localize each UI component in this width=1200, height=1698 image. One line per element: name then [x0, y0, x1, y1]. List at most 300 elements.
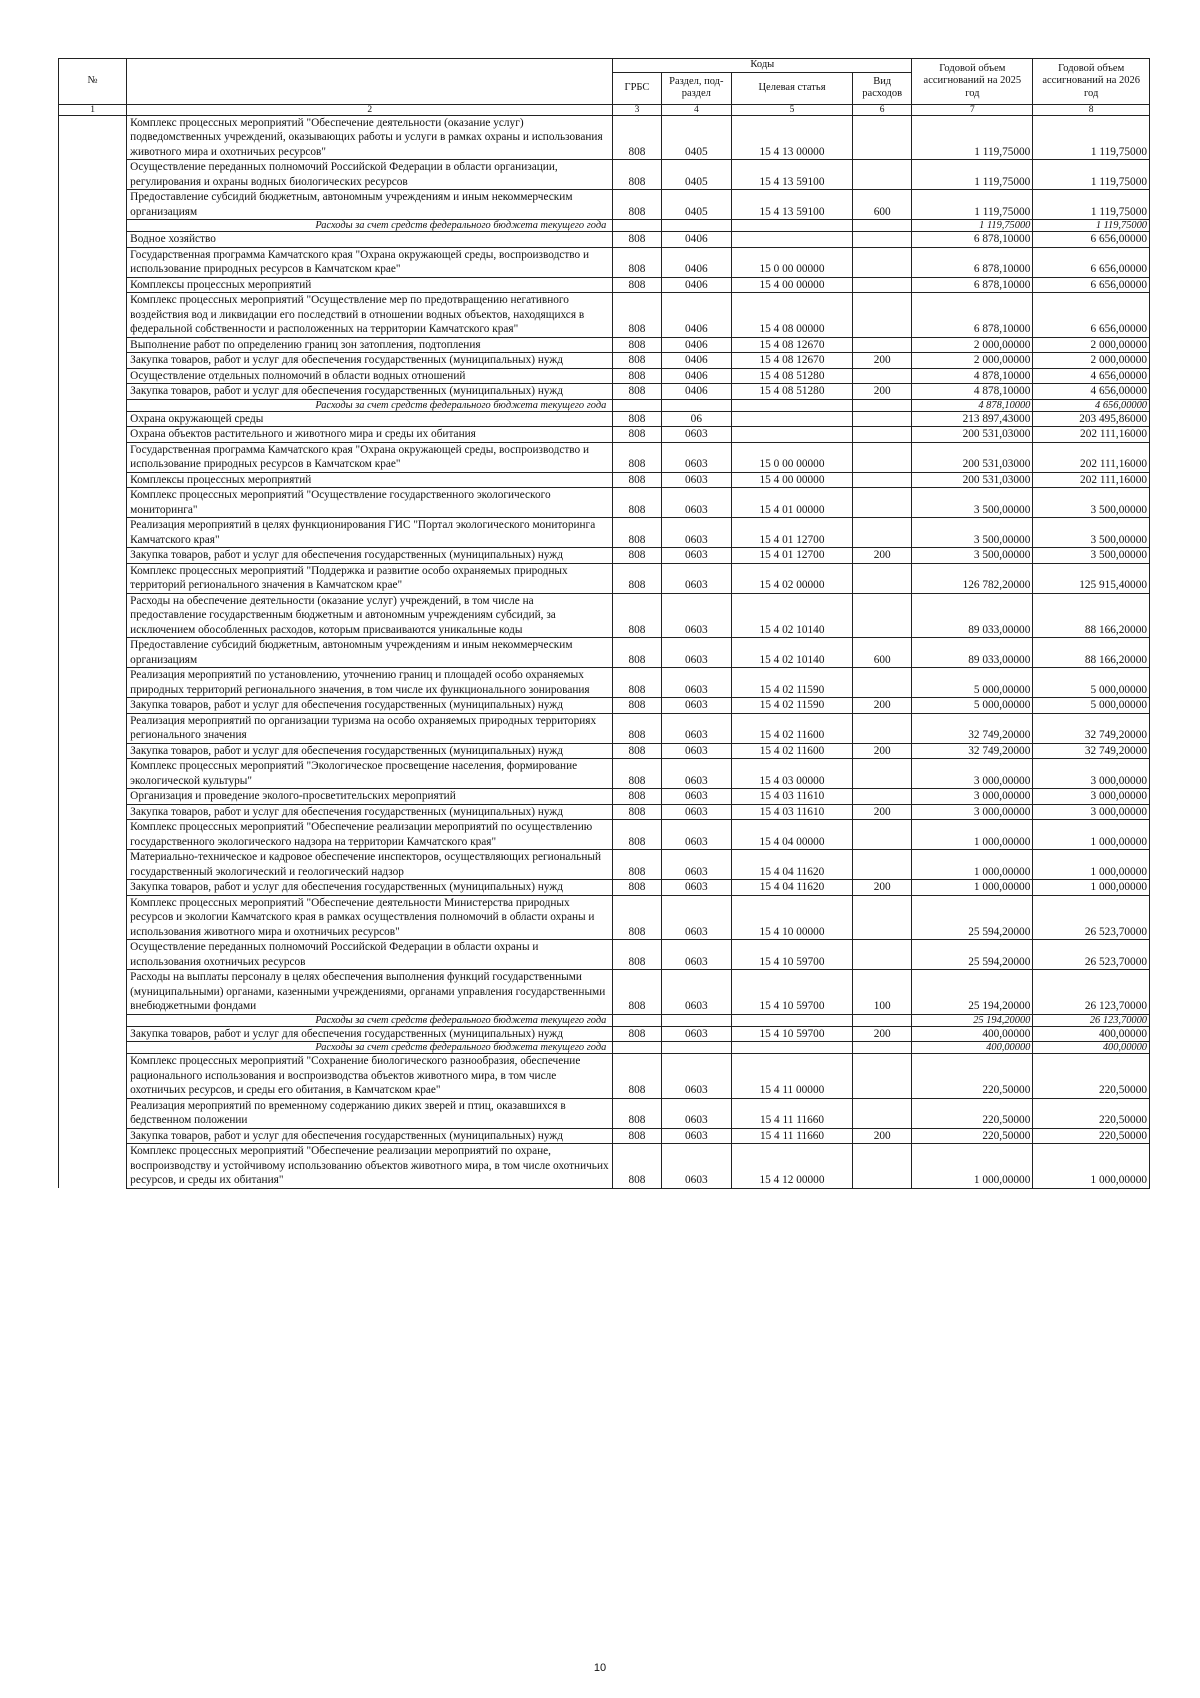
row-target: 15 4 10 00000 — [732, 895, 853, 940]
row-volume-2026: 125 915,40000 — [1033, 563, 1150, 593]
row-volume-2025: 5 000,00000 — [912, 698, 1033, 714]
row-volume-2025: 200 531,03000 — [912, 472, 1033, 488]
row-grbs: 808 — [613, 1144, 661, 1189]
row-section: 0603 — [661, 518, 731, 548]
row-volume-2025: 1 000,00000 — [912, 880, 1033, 896]
row-grbs: 808 — [613, 880, 661, 896]
row-number-cell — [59, 411, 127, 427]
row-name: Комплексы процессных мероприятий — [127, 277, 613, 293]
row-target: 15 4 13 00000 — [732, 115, 853, 160]
row-volume-2026: 1 119,75000 — [1033, 190, 1150, 220]
table-row — [59, 472, 1150, 488]
table-row — [59, 1128, 1150, 1144]
row-grbs: 808 — [613, 895, 661, 940]
row-kind — [852, 427, 911, 443]
row-target: 15 0 00 00000 — [732, 442, 853, 472]
row-name: Расходы на обеспечение деятельности (оказание услуг) учреждений, в том числе на предоставление государственным бюджетным и автономным учреждениям субсидий, за исключением обособленных расходов, которым присваиваются уникальные коды — [127, 593, 613, 638]
row-number-cell — [59, 368, 127, 384]
row-name: Предоставление субсидий бюджетным, автономным учреждениям и иным некоммерческим организациям — [127, 190, 613, 220]
row-target: 15 4 03 11610 — [732, 804, 853, 820]
row-kind — [852, 850, 911, 880]
row-name: Закупка товаров, работ и услуг для обеспечения государственных (муниципальных) нужд — [127, 1026, 613, 1042]
row-volume-2026: 6 656,00000 — [1033, 277, 1150, 293]
row-grbs: 808 — [613, 563, 661, 593]
row-volume-2026: 32 749,20000 — [1033, 713, 1150, 743]
row-section: 0406 — [661, 368, 731, 384]
row-number-cell — [59, 247, 127, 277]
row-target: 15 4 02 11590 — [732, 668, 853, 698]
row-target: 15 4 00 00000 — [732, 277, 853, 293]
row-volume-2025: 5 000,00000 — [912, 668, 1033, 698]
row-grbs: 808 — [613, 804, 661, 820]
row-section: 0603 — [661, 442, 731, 472]
header-grbs: ГРБС — [613, 72, 661, 104]
row-name: Водное хозяйство — [127, 232, 613, 248]
row-number-cell — [59, 427, 127, 443]
table-row — [59, 293, 1150, 338]
row-volume-2026: 3 000,00000 — [1033, 804, 1150, 820]
table-row — [59, 563, 1150, 593]
table-row — [59, 759, 1150, 789]
row-name: Закупка товаров, работ и услуг для обеспечения государственных (муниципальных) нужд — [127, 1128, 613, 1144]
row-section: 0603 — [661, 488, 731, 518]
row-target: 15 4 01 00000 — [732, 488, 853, 518]
row-kind — [852, 820, 911, 850]
row-kind: 100 — [852, 970, 911, 1015]
row-volume-2026: 4 656,00000 — [1033, 368, 1150, 384]
row-grbs: 808 — [613, 411, 661, 427]
row-volume-2025: 213 897,43000 — [912, 411, 1033, 427]
table-row — [59, 804, 1150, 820]
row-volume-2025: 200 531,03000 — [912, 427, 1033, 443]
row-kind — [852, 1098, 911, 1128]
table-row — [59, 411, 1150, 427]
row-section: 0603 — [661, 1144, 731, 1189]
row-volume-2026: 3 000,00000 — [1033, 759, 1150, 789]
row-target: 15 4 13 59100 — [732, 160, 853, 190]
table-row — [59, 384, 1150, 400]
row-target: 15 4 02 11600 — [732, 743, 853, 759]
row-grbs: 808 — [613, 277, 661, 293]
table-row — [59, 427, 1150, 443]
row-number-cell — [59, 970, 127, 1015]
table-row — [59, 638, 1150, 668]
header-index: 6 — [852, 104, 911, 115]
row-number-cell — [59, 337, 127, 353]
row-grbs — [613, 1042, 661, 1054]
row-name: Комплекс процессных мероприятий "Обеспечение реализации мероприятий по осуществлению государственного экологического надзора на территории Камчатского края" — [127, 820, 613, 850]
header-index: 4 — [661, 104, 731, 115]
row-volume-2025: 3 500,00000 — [912, 518, 1033, 548]
row-volume-2025: 4 878,10000 — [912, 399, 1033, 411]
table-row — [59, 518, 1150, 548]
row-target: 15 4 13 59100 — [732, 190, 853, 220]
table-row — [59, 277, 1150, 293]
row-kind — [852, 232, 911, 248]
row-section: 0603 — [661, 880, 731, 896]
row-kind: 200 — [852, 880, 911, 896]
row-section: 0603 — [661, 970, 731, 1015]
row-target: 15 0 00 00000 — [732, 247, 853, 277]
header-index: 7 — [912, 104, 1033, 115]
row-number-cell — [59, 850, 127, 880]
row-target: 15 4 04 11620 — [732, 850, 853, 880]
row-target: 15 4 10 59700 — [732, 1026, 853, 1042]
row-number-cell — [59, 820, 127, 850]
row-number-cell — [59, 1054, 127, 1099]
row-grbs: 808 — [613, 518, 661, 548]
table-row — [59, 713, 1150, 743]
row-volume-2026: 88 166,20000 — [1033, 593, 1150, 638]
row-volume-2025: 6 878,10000 — [912, 247, 1033, 277]
row-grbs: 808 — [613, 368, 661, 384]
federal-budget-row — [59, 399, 1150, 411]
row-volume-2025: 3 500,00000 — [912, 488, 1033, 518]
row-volume-2025: 2 000,00000 — [912, 337, 1033, 353]
row-kind — [852, 713, 911, 743]
table-row — [59, 1144, 1150, 1189]
row-number-cell — [59, 399, 127, 411]
row-number-cell — [59, 220, 127, 232]
row-kind — [852, 1042, 911, 1054]
row-name: Закупка товаров, работ и услуг для обеспечения государственных (муниципальных) нужд — [127, 743, 613, 759]
table-row — [59, 820, 1150, 850]
row-number-cell — [59, 384, 127, 400]
table-row — [59, 368, 1150, 384]
row-grbs: 808 — [613, 970, 661, 1015]
row-volume-2025: 220,50000 — [912, 1054, 1033, 1099]
row-volume-2026: 6 656,00000 — [1033, 293, 1150, 338]
row-section: 0603 — [661, 593, 731, 638]
row-name: Выполнение работ по определению границ зон затопления, подтопления — [127, 337, 613, 353]
row-number-cell — [59, 293, 127, 338]
row-number-cell — [59, 789, 127, 805]
row-target — [732, 1042, 853, 1054]
row-section: 0406 — [661, 337, 731, 353]
header-codes: Коды — [613, 59, 912, 73]
row-volume-2025: 220,50000 — [912, 1098, 1033, 1128]
row-number-cell — [59, 1098, 127, 1128]
row-section: 0406 — [661, 353, 731, 369]
row-volume-2026: 202 111,16000 — [1033, 472, 1150, 488]
row-kind — [852, 518, 911, 548]
row-grbs: 808 — [613, 1098, 661, 1128]
row-kind — [852, 940, 911, 970]
table-row — [59, 115, 1150, 160]
table-row — [59, 353, 1150, 369]
row-kind — [852, 220, 911, 232]
row-section: 0603 — [661, 1098, 731, 1128]
row-name: Комплекс процессных мероприятий "Осуществление мер по предотвращению негативного воздействия вод и ликвидации его последствий в отношении водных объектов, находящихся в федеральной собственности и расположенных на территории Камчатского края" — [127, 293, 613, 338]
row-section: 0406 — [661, 384, 731, 400]
row-name: Комплекс процессных мероприятий "Обеспечение реализации мероприятий по охране, воспроизводству и устойчивому использованию объектов животного мира, в том числе охотничьих ресурсов, и среды их обитания" — [127, 1144, 613, 1189]
row-name: Комплекс процессных мероприятий "Обеспечение деятельности Министерства природных ресурсов и экологии Камчатского края в рамках осуществления полномочий в области охраны и использования животного мира и охотничьих ресурсов" — [127, 895, 613, 940]
row-name: Осуществление отдельных полномочий в области водных отношений — [127, 368, 613, 384]
row-target: 15 4 01 12700 — [732, 518, 853, 548]
row-kind — [852, 399, 911, 411]
row-grbs: 808 — [613, 488, 661, 518]
row-volume-2026: 26 523,70000 — [1033, 895, 1150, 940]
row-volume-2026: 1 000,00000 — [1033, 850, 1150, 880]
table-row — [59, 337, 1150, 353]
federal-budget-row — [59, 220, 1150, 232]
row-number-cell — [59, 190, 127, 220]
row-section: 0406 — [661, 293, 731, 338]
row-volume-2025: 3 000,00000 — [912, 759, 1033, 789]
row-name: Закупка товаров, работ и услуг для обеспечения государственных (муниципальных) нужд — [127, 698, 613, 714]
row-number-cell — [59, 804, 127, 820]
row-kind — [852, 442, 911, 472]
table-row — [59, 247, 1150, 277]
row-kind — [852, 247, 911, 277]
table-row — [59, 970, 1150, 1015]
row-name: Расходы на выплаты персоналу в целях обеспечения выполнения функций государственными (муниципальными) органами, казенными учреждениями, органами управления государственными внебюджетными фондами — [127, 970, 613, 1015]
table-row — [59, 789, 1150, 805]
row-name: Реализация мероприятий по временному содержанию диких зверей и птиц, оказавшихся в бедственном положении — [127, 1098, 613, 1128]
row-volume-2026: 1 119,75000 — [1033, 220, 1150, 232]
table-header — [59, 59, 1150, 116]
row-number-cell — [59, 160, 127, 190]
row-name: Организация и проведение эколого-просветительских мероприятий — [127, 789, 613, 805]
row-volume-2026: 1 119,75000 — [1033, 160, 1150, 190]
row-kind: 200 — [852, 548, 911, 564]
row-target: 15 4 08 00000 — [732, 293, 853, 338]
row-volume-2025: 25 594,20000 — [912, 895, 1033, 940]
table-row — [59, 850, 1150, 880]
row-kind: 600 — [852, 638, 911, 668]
row-number-cell — [59, 563, 127, 593]
row-number-cell — [59, 1144, 127, 1189]
row-grbs: 808 — [613, 115, 661, 160]
row-grbs: 808 — [613, 638, 661, 668]
row-number-cell — [59, 743, 127, 759]
row-name: Расходы за счет средств федерального бюджета текущего года — [127, 220, 613, 232]
table-row — [59, 1026, 1150, 1042]
row-name: Охрана окружающей среды — [127, 411, 613, 427]
row-grbs: 808 — [613, 743, 661, 759]
table-row — [59, 190, 1150, 220]
header-index: 8 — [1033, 104, 1150, 115]
row-number-cell — [59, 277, 127, 293]
row-section: 0603 — [661, 759, 731, 789]
row-volume-2025: 3 000,00000 — [912, 804, 1033, 820]
row-section: 0603 — [661, 548, 731, 564]
row-kind — [852, 1014, 911, 1026]
row-grbs — [613, 1014, 661, 1026]
row-volume-2025: 4 878,10000 — [912, 384, 1033, 400]
row-number-cell — [59, 668, 127, 698]
header-section: Раздел, под-раздел — [661, 72, 731, 104]
table-body — [59, 115, 1150, 1188]
row-name: Закупка товаров, работ и услуг для обеспечения государственных (муниципальных) нужд — [127, 384, 613, 400]
row-volume-2025: 126 782,20000 — [912, 563, 1033, 593]
row-volume-2025: 32 749,20000 — [912, 713, 1033, 743]
row-kind — [852, 160, 911, 190]
row-number-cell — [59, 472, 127, 488]
row-target: 15 4 02 11590 — [732, 698, 853, 714]
row-volume-2026: 202 111,16000 — [1033, 427, 1150, 443]
row-number-cell — [59, 1014, 127, 1026]
row-volume-2025: 400,00000 — [912, 1042, 1033, 1054]
row-volume-2025: 2 000,00000 — [912, 353, 1033, 369]
row-section: 0603 — [661, 850, 731, 880]
header-volume-2025: Годовой объем ассигнований на 2025 год — [912, 59, 1033, 105]
row-number-cell — [59, 548, 127, 564]
row-section: 0603 — [661, 668, 731, 698]
row-name: Предоставление субсидий бюджетным, автономным учреждениям и иным некоммерческим организациям — [127, 638, 613, 668]
row-volume-2026: 202 111,16000 — [1033, 442, 1150, 472]
row-volume-2026: 1 000,00000 — [1033, 820, 1150, 850]
row-name: Охрана объектов растительного и животного мира и среды их обитания — [127, 427, 613, 443]
header-volume-2026: Годовой объем ассигнований на 2026 год — [1033, 59, 1150, 105]
table-row — [59, 743, 1150, 759]
row-name: Комплекс процессных мероприятий "Экологическое просвещение населения, формирование экологической культуры" — [127, 759, 613, 789]
row-section: 0603 — [661, 472, 731, 488]
row-grbs: 808 — [613, 442, 661, 472]
table-row — [59, 940, 1150, 970]
row-grbs: 808 — [613, 789, 661, 805]
row-name: Расходы за счет средств федерального бюджета текущего года — [127, 1042, 613, 1054]
row-target — [732, 411, 853, 427]
row-kind — [852, 488, 911, 518]
row-number-cell — [59, 698, 127, 714]
row-target: 15 4 11 00000 — [732, 1054, 853, 1099]
row-grbs: 808 — [613, 293, 661, 338]
header-index: 1 — [59, 104, 127, 115]
row-section: 0406 — [661, 247, 731, 277]
row-target: 15 4 02 10140 — [732, 593, 853, 638]
table-row — [59, 488, 1150, 518]
row-volume-2026: 220,50000 — [1033, 1054, 1150, 1099]
row-kind — [852, 337, 911, 353]
row-number-cell — [59, 713, 127, 743]
row-number-cell — [59, 593, 127, 638]
row-grbs: 808 — [613, 232, 661, 248]
row-volume-2025: 1 119,75000 — [912, 115, 1033, 160]
table-row — [59, 1054, 1150, 1099]
row-grbs: 808 — [613, 850, 661, 880]
row-volume-2025: 3 000,00000 — [912, 789, 1033, 805]
row-section — [661, 399, 731, 411]
row-number-cell — [59, 1042, 127, 1054]
row-number-cell — [59, 1026, 127, 1042]
row-volume-2025: 1 000,00000 — [912, 850, 1033, 880]
row-target: 15 4 12 00000 — [732, 1144, 853, 1189]
row-volume-2026: 1 000,00000 — [1033, 1144, 1150, 1189]
row-kind — [852, 593, 911, 638]
page-number: 10 — [593, 1662, 607, 1674]
row-number-cell — [59, 759, 127, 789]
row-grbs: 808 — [613, 384, 661, 400]
row-kind — [852, 759, 911, 789]
row-section: 0603 — [661, 698, 731, 714]
row-name: Комплекс процессных мероприятий "Поддержка и развитие особо охраняемых природных территорий регионального значения в Камчатском крае" — [127, 563, 613, 593]
row-target: 15 4 02 00000 — [732, 563, 853, 593]
table-row — [59, 880, 1150, 896]
row-kind — [852, 1054, 911, 1099]
row-name: Реализация мероприятий по организации туризма на особо охраняемых природных территориях регионального значения — [127, 713, 613, 743]
row-kind: 600 — [852, 190, 911, 220]
row-volume-2025: 25 594,20000 — [912, 940, 1033, 970]
row-volume-2026: 3 500,00000 — [1033, 488, 1150, 518]
table-row — [59, 593, 1150, 638]
row-kind: 200 — [852, 698, 911, 714]
row-section: 0603 — [661, 713, 731, 743]
row-volume-2026: 3 000,00000 — [1033, 789, 1150, 805]
header-index: 3 — [613, 104, 661, 115]
row-volume-2026: 1 119,75000 — [1033, 115, 1150, 160]
row-volume-2026: 3 500,00000 — [1033, 518, 1150, 548]
row-volume-2025: 1 000,00000 — [912, 820, 1033, 850]
row-name: Закупка товаров, работ и услуг для обеспечения государственных (муниципальных) нужд — [127, 880, 613, 896]
row-target: 15 4 04 00000 — [732, 820, 853, 850]
table-row — [59, 232, 1150, 248]
row-number-cell — [59, 638, 127, 668]
row-volume-2025: 32 749,20000 — [912, 743, 1033, 759]
table-row — [59, 668, 1150, 698]
row-volume-2026: 4 656,00000 — [1033, 399, 1150, 411]
row-number-cell — [59, 1128, 127, 1144]
row-number-cell — [59, 115, 127, 160]
row-volume-2026: 6 656,00000 — [1033, 232, 1150, 248]
header-kind: Вид расходов — [852, 72, 911, 104]
row-grbs: 808 — [613, 713, 661, 743]
row-section: 0405 — [661, 115, 731, 160]
row-kind — [852, 668, 911, 698]
header-index: 2 — [127, 104, 613, 115]
row-number-cell — [59, 518, 127, 548]
header-target: Целевая статья — [732, 72, 853, 104]
row-kind — [852, 563, 911, 593]
federal-budget-row — [59, 1014, 1150, 1026]
table-row — [59, 442, 1150, 472]
row-grbs: 808 — [613, 353, 661, 369]
federal-budget-row — [59, 1042, 1150, 1054]
budget-table-sheet — [58, 58, 1150, 1189]
row-kind — [852, 115, 911, 160]
row-name: Материально-техническое и кадровое обеспечение инспекторов, осуществляющих региональный государственный экологический и геологический надзор — [127, 850, 613, 880]
row-volume-2026: 2 000,00000 — [1033, 337, 1150, 353]
row-target: 15 4 02 10140 — [732, 638, 853, 668]
row-name: Реализация мероприятий в целях функционирования ГИС "Портал экологического мониторинга Камчатского края" — [127, 518, 613, 548]
row-target: 15 4 03 00000 — [732, 759, 853, 789]
row-number-cell — [59, 353, 127, 369]
row-name: Расходы за счет средств федерального бюджета текущего года — [127, 399, 613, 411]
row-volume-2026: 400,00000 — [1033, 1042, 1150, 1054]
row-section: 0603 — [661, 638, 731, 668]
row-kind: 200 — [852, 1128, 911, 1144]
row-kind: 200 — [852, 1026, 911, 1042]
row-grbs: 808 — [613, 759, 661, 789]
row-volume-2026: 5 000,00000 — [1033, 698, 1150, 714]
row-name: Осуществление переданных полномочий Российской Федерации в области охраны и использования охотничьих ресурсов — [127, 940, 613, 970]
row-section: 0603 — [661, 1128, 731, 1144]
row-section — [661, 220, 731, 232]
row-name: Закупка товаров, работ и услуг для обеспечения государственных (муниципальных) нужд — [127, 804, 613, 820]
row-section: 0405 — [661, 190, 731, 220]
row-section: 0406 — [661, 277, 731, 293]
row-name: Закупка товаров, работ и услуг для обеспечения государственных (муниципальных) нужд — [127, 353, 613, 369]
row-name: Комплекс процессных мероприятий "Обеспечение деятельности (оказание услуг) подведомственных учреждений, оказывающих работы и услуги в рамках охраны и использования животного мира и охотничьих ресурсов" — [127, 115, 613, 160]
row-volume-2026: 6 656,00000 — [1033, 247, 1150, 277]
row-target: 15 4 08 12670 — [732, 353, 853, 369]
row-grbs — [613, 399, 661, 411]
row-volume-2025: 400,00000 — [912, 1026, 1033, 1042]
row-kind — [852, 789, 911, 805]
row-section: 0603 — [661, 743, 731, 759]
row-number-cell — [59, 880, 127, 896]
row-volume-2026: 3 500,00000 — [1033, 548, 1150, 564]
